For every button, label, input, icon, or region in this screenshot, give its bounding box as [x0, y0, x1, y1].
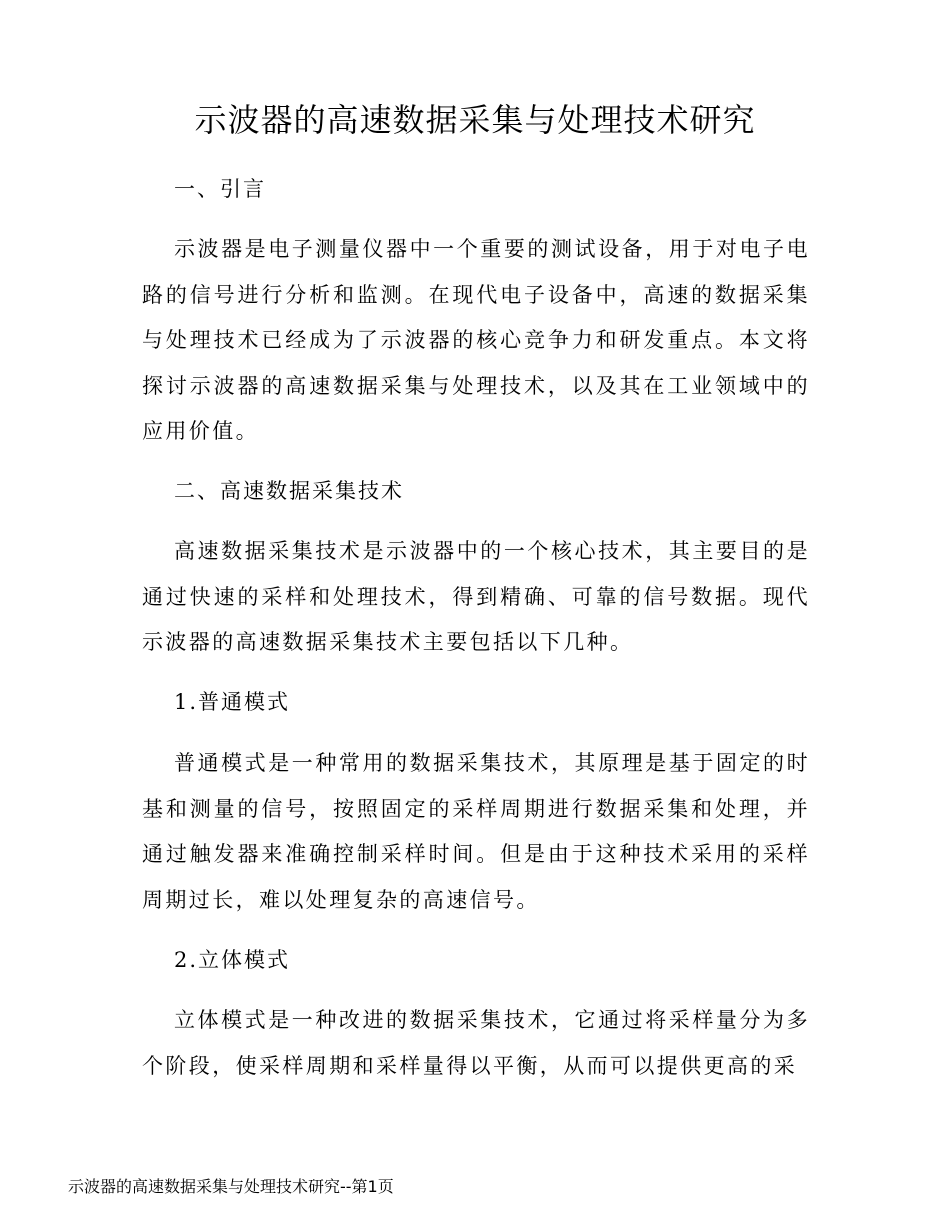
- paragraph-high-speed-acquisition: 高速数据采集技术是示波器中的一个核心技术，其主要目的是通过快速的采样和处理技术，得到精确、可靠的信号数据。现代示波器的高速数据采集技术主要包括以下几种。: [142, 539, 810, 654]
- section-heading-introduction: 一、引言: [174, 177, 266, 201]
- section-heading-high-speed-acquisition: 二、高速数据采集技术: [174, 479, 404, 503]
- document-title: 示波器的高速数据采集与处理技术研究: [194, 101, 756, 139]
- page-footer: 示波器的高速数据采集与处理技术研究--第1页: [68, 1177, 394, 1196]
- paragraph-introduction: 示波器是电子测量仪器中一个重要的测试设备，用于对电子电路的信号进行分析和监测。在现代电子设备中，高速的数据采集与处理技术已经成为了示波器的核心竞争力和研发重点。本文将探讨示波器的高速数据采集与处理技术，以及其在工业领域中的应用价值。: [142, 237, 810, 443]
- paragraph-normal-mode: 普通模式是一种常用的数据采集技术，其原理是基于固定的时基和测量的信号，按照固定的采样周期进行数据采集和处理，并通过触发器来准确控制采样时间。但是由于这种技术采用的采样周期过长，难以处理复杂的高速信号。: [142, 751, 810, 912]
- paragraph-stereo-mode: 立体模式是一种改进的数据采集技术，它通过将采样量分为多个阶段，使采样周期和采样量得以平衡，从而可以提供更高的采: [142, 1008, 810, 1078]
- subheading-stereo-mode: 2.立体模式: [174, 948, 291, 972]
- subheading-normal-mode: 1.普通模式: [174, 690, 291, 714]
